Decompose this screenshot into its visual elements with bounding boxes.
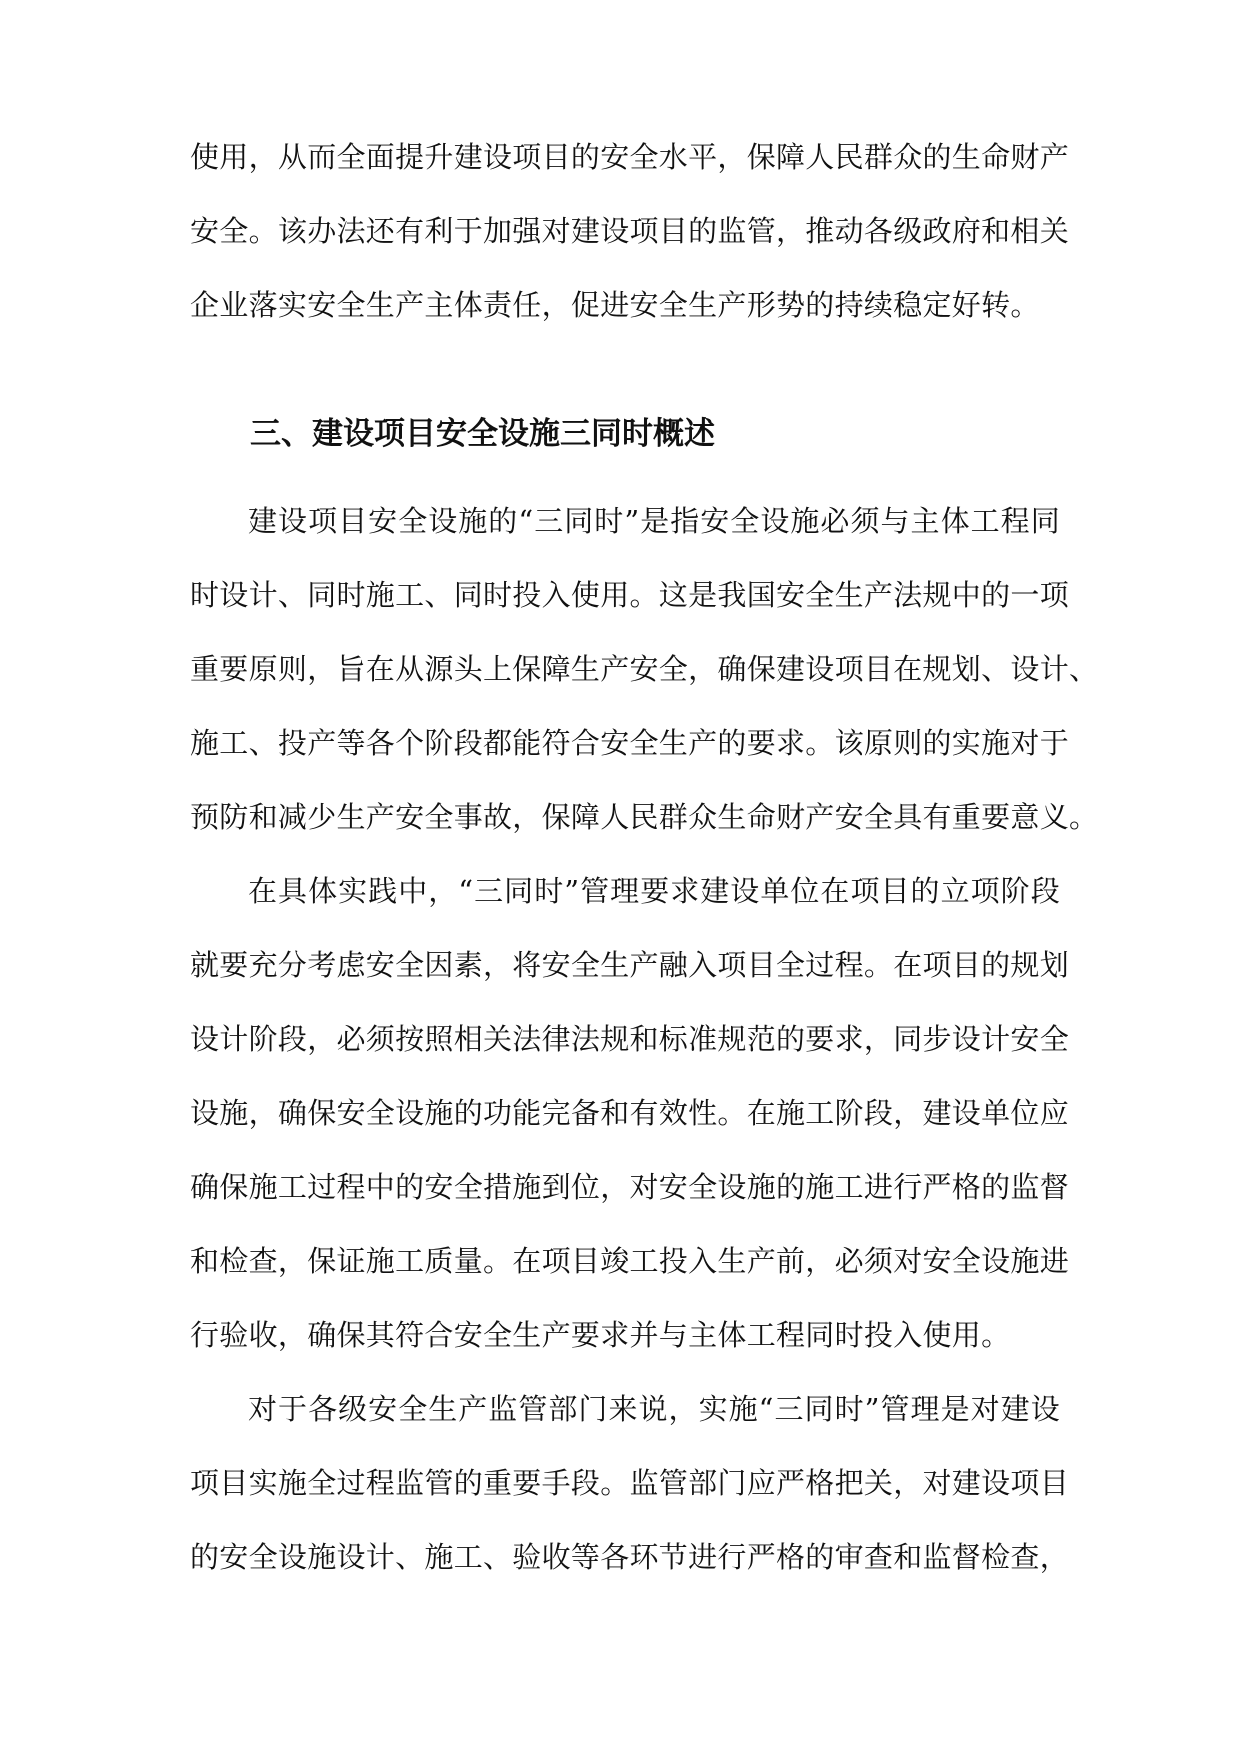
text-line: 使用，从而全面提升建设项目的安全水平，保障人民群众的生命财产 [190, 140, 1070, 174]
paragraph-intro [190, 120, 1070, 342]
text-line: 设施，确保安全设施的功能完备和有效性。在施工阶段，建设单位应 [190, 1096, 1070, 1130]
paragraph-1 [190, 484, 1099, 854]
text-line: 确保施工过程中的安全措施到位，对安全设施的施工进行严格的监督 [190, 1170, 1070, 1204]
text-line: 对于各级安全生产监管部门来说，实施“三同时”管理是对建设 [248, 1392, 1060, 1426]
text-line: 建设项目安全设施的“三同时”是指安全设施必须与主体工程同 [248, 504, 1060, 538]
text-line: 就要充分考虑安全因素，将安全生产融入项目全过程。在项目的规划 [190, 948, 1070, 982]
text-line: 和检查，保证施工质量。在项目竣工投入生产前，必须对安全设施进 [190, 1244, 1070, 1278]
text-line: 时设计、同时施工、同时投入使用。这是我国安全生产法规中的一项 [190, 578, 1070, 612]
paragraph-3 [190, 1372, 1070, 1594]
text-line: 项目实施全过程监管的重要手段。监管部门应严格把关，对建设项目 [190, 1466, 1070, 1500]
text-line: 的安全设施设计、施工、验收等各环节进行严格的审查和监督检查， [190, 1540, 1070, 1574]
text-line: 预防和减少生产安全事故，保障人民群众生命财产安全具有重要意义。 [190, 800, 1099, 834]
text-line: 企业落实安全生产主体责任，促进安全生产形势的持续稳定好转。 [190, 288, 1040, 322]
paragraph-2 [190, 854, 1070, 1372]
text-line: 行验收，确保其符合安全生产要求并与主体工程同时投入使用。 [190, 1318, 1011, 1352]
section-heading: 三、建设项目安全设施三同时概述 [250, 416, 715, 452]
text-line: 设计阶段，必须按照相关法律法规和标准规范的要求，同步设计安全 [190, 1022, 1070, 1056]
text-line: 在具体实践中，“三同时”管理要求建设单位在项目的立项阶段 [248, 874, 1060, 908]
text-line: 施工、投产等各个阶段都能符合安全生产的要求。该原则的实施对于 [190, 726, 1070, 760]
text-line: 安全。该办法还有利于加强对建设项目的监管，推动各级政府和相关 [190, 214, 1070, 248]
text-line: 重要原则，旨在从源头上保障生产安全，确保建设项目在规划、设计、 [190, 652, 1099, 686]
